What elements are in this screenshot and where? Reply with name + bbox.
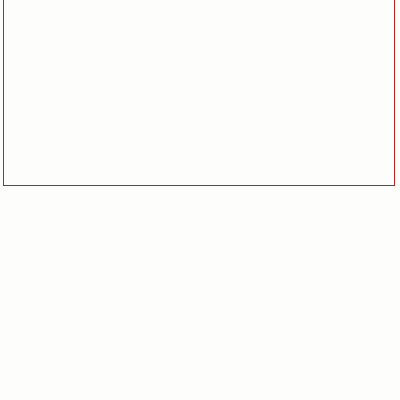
right-column xyxy=(214,188,398,190)
combination-plates-table xyxy=(3,0,395,186)
left-column xyxy=(3,188,189,189)
